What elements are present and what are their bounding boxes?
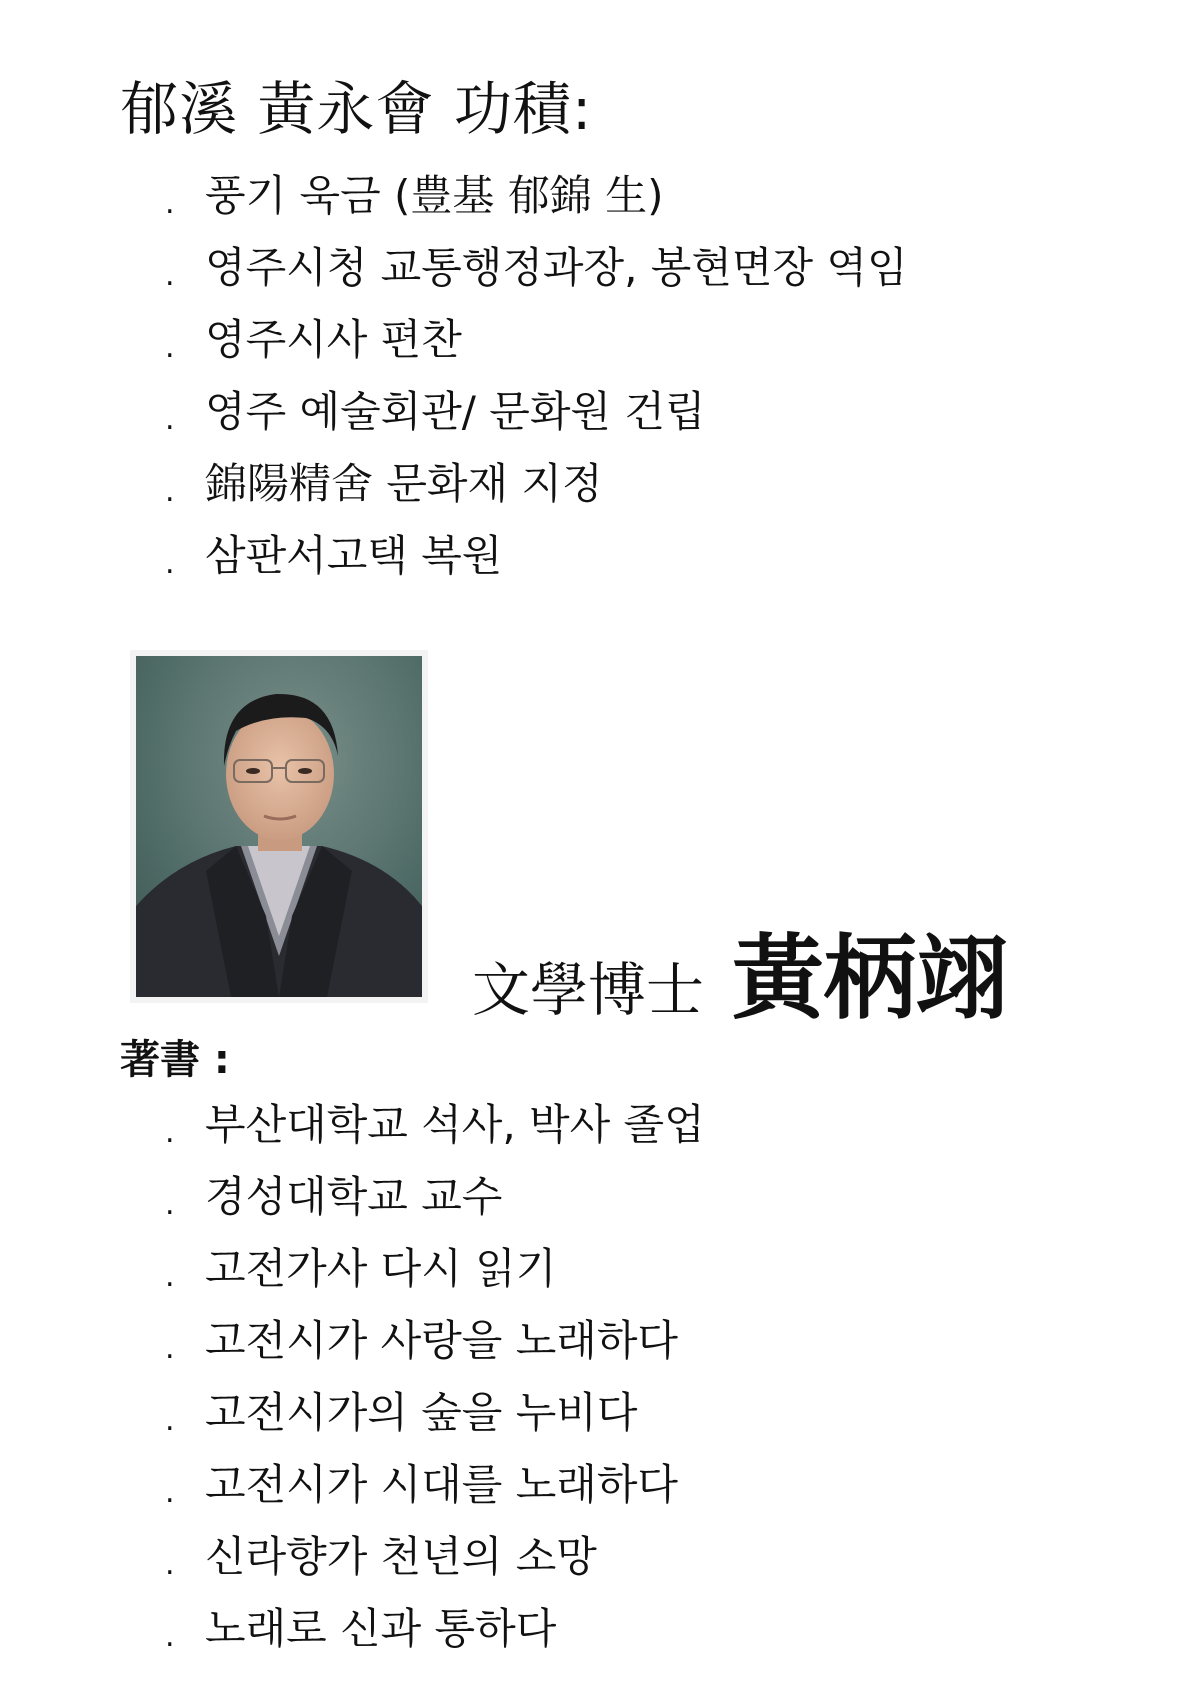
list-item	[165, 1089, 705, 1161]
bullet: .	[165, 1331, 175, 1366]
list-item-text: 영주시사 편찬	[205, 315, 462, 364]
bullet: .	[165, 1475, 175, 1510]
bullet: .	[165, 258, 175, 293]
portrait-image	[136, 656, 422, 997]
bullet: .	[165, 474, 175, 509]
list-item-text: 고전가사 다시 읽기	[205, 1244, 557, 1293]
portrait-photo	[130, 650, 428, 1003]
bullet: .	[165, 546, 175, 581]
bullet: .	[165, 1259, 175, 1294]
list-item	[165, 520, 908, 592]
list-item-text: 고전시가 시대를 노래하다	[205, 1460, 678, 1509]
list-item-text: 고전시가 사랑을 노래하다	[205, 1316, 678, 1365]
books-label: 著書 :	[120, 1037, 230, 1083]
degree-label: 文學博士	[472, 956, 705, 1024]
list-item	[165, 1593, 705, 1665]
bullet: .	[165, 186, 175, 221]
list-item	[165, 448, 908, 520]
list-item	[165, 376, 908, 448]
bullet: .	[165, 1115, 175, 1150]
list-item-text: 경성대학교 교수	[205, 1172, 503, 1221]
bullet: .	[165, 1403, 175, 1438]
list-item	[165, 1449, 705, 1521]
list-item	[165, 1161, 705, 1233]
list-item-text: 노래로 신과 통하다	[205, 1604, 557, 1653]
list-item-text: 부산대학교 석사, 박사 졸업	[205, 1100, 705, 1149]
list-item-text: 영주 예술회관/ 문화원 건립	[205, 387, 706, 436]
list-item-text: 삼판서고택 복원	[205, 531, 503, 580]
list-item	[165, 1377, 705, 1449]
list-item-text: 영주시청 교통행정과장, 봉현면장 역임	[205, 243, 908, 292]
page-title: 郁溪 黃永會 功積:	[120, 75, 593, 143]
person-name: 黃柄翊	[732, 925, 1009, 1032]
list-item-text: 고전시가의 숲을 누비다	[205, 1388, 638, 1437]
list-item	[165, 232, 908, 304]
list-item-text: 풍기 욱금 (豊基 郁錦 生)	[205, 171, 664, 220]
bullet: .	[165, 1547, 175, 1582]
person-heading	[472, 905, 1008, 1037]
books-list	[165, 1089, 705, 1665]
bullet: .	[165, 330, 175, 365]
list-item	[165, 1305, 705, 1377]
bullet: .	[165, 1619, 175, 1654]
list-item	[165, 1521, 705, 1593]
list-item	[165, 1233, 705, 1305]
bullet: .	[165, 1187, 175, 1222]
list-item	[165, 304, 908, 376]
list-item-text: 錦陽精舍 문화재 지정	[205, 459, 603, 508]
list-item	[165, 160, 908, 232]
list-item-text: 신라향가 천년의 소망	[205, 1532, 597, 1581]
bullet: .	[165, 402, 175, 437]
achievements-list	[165, 160, 908, 592]
